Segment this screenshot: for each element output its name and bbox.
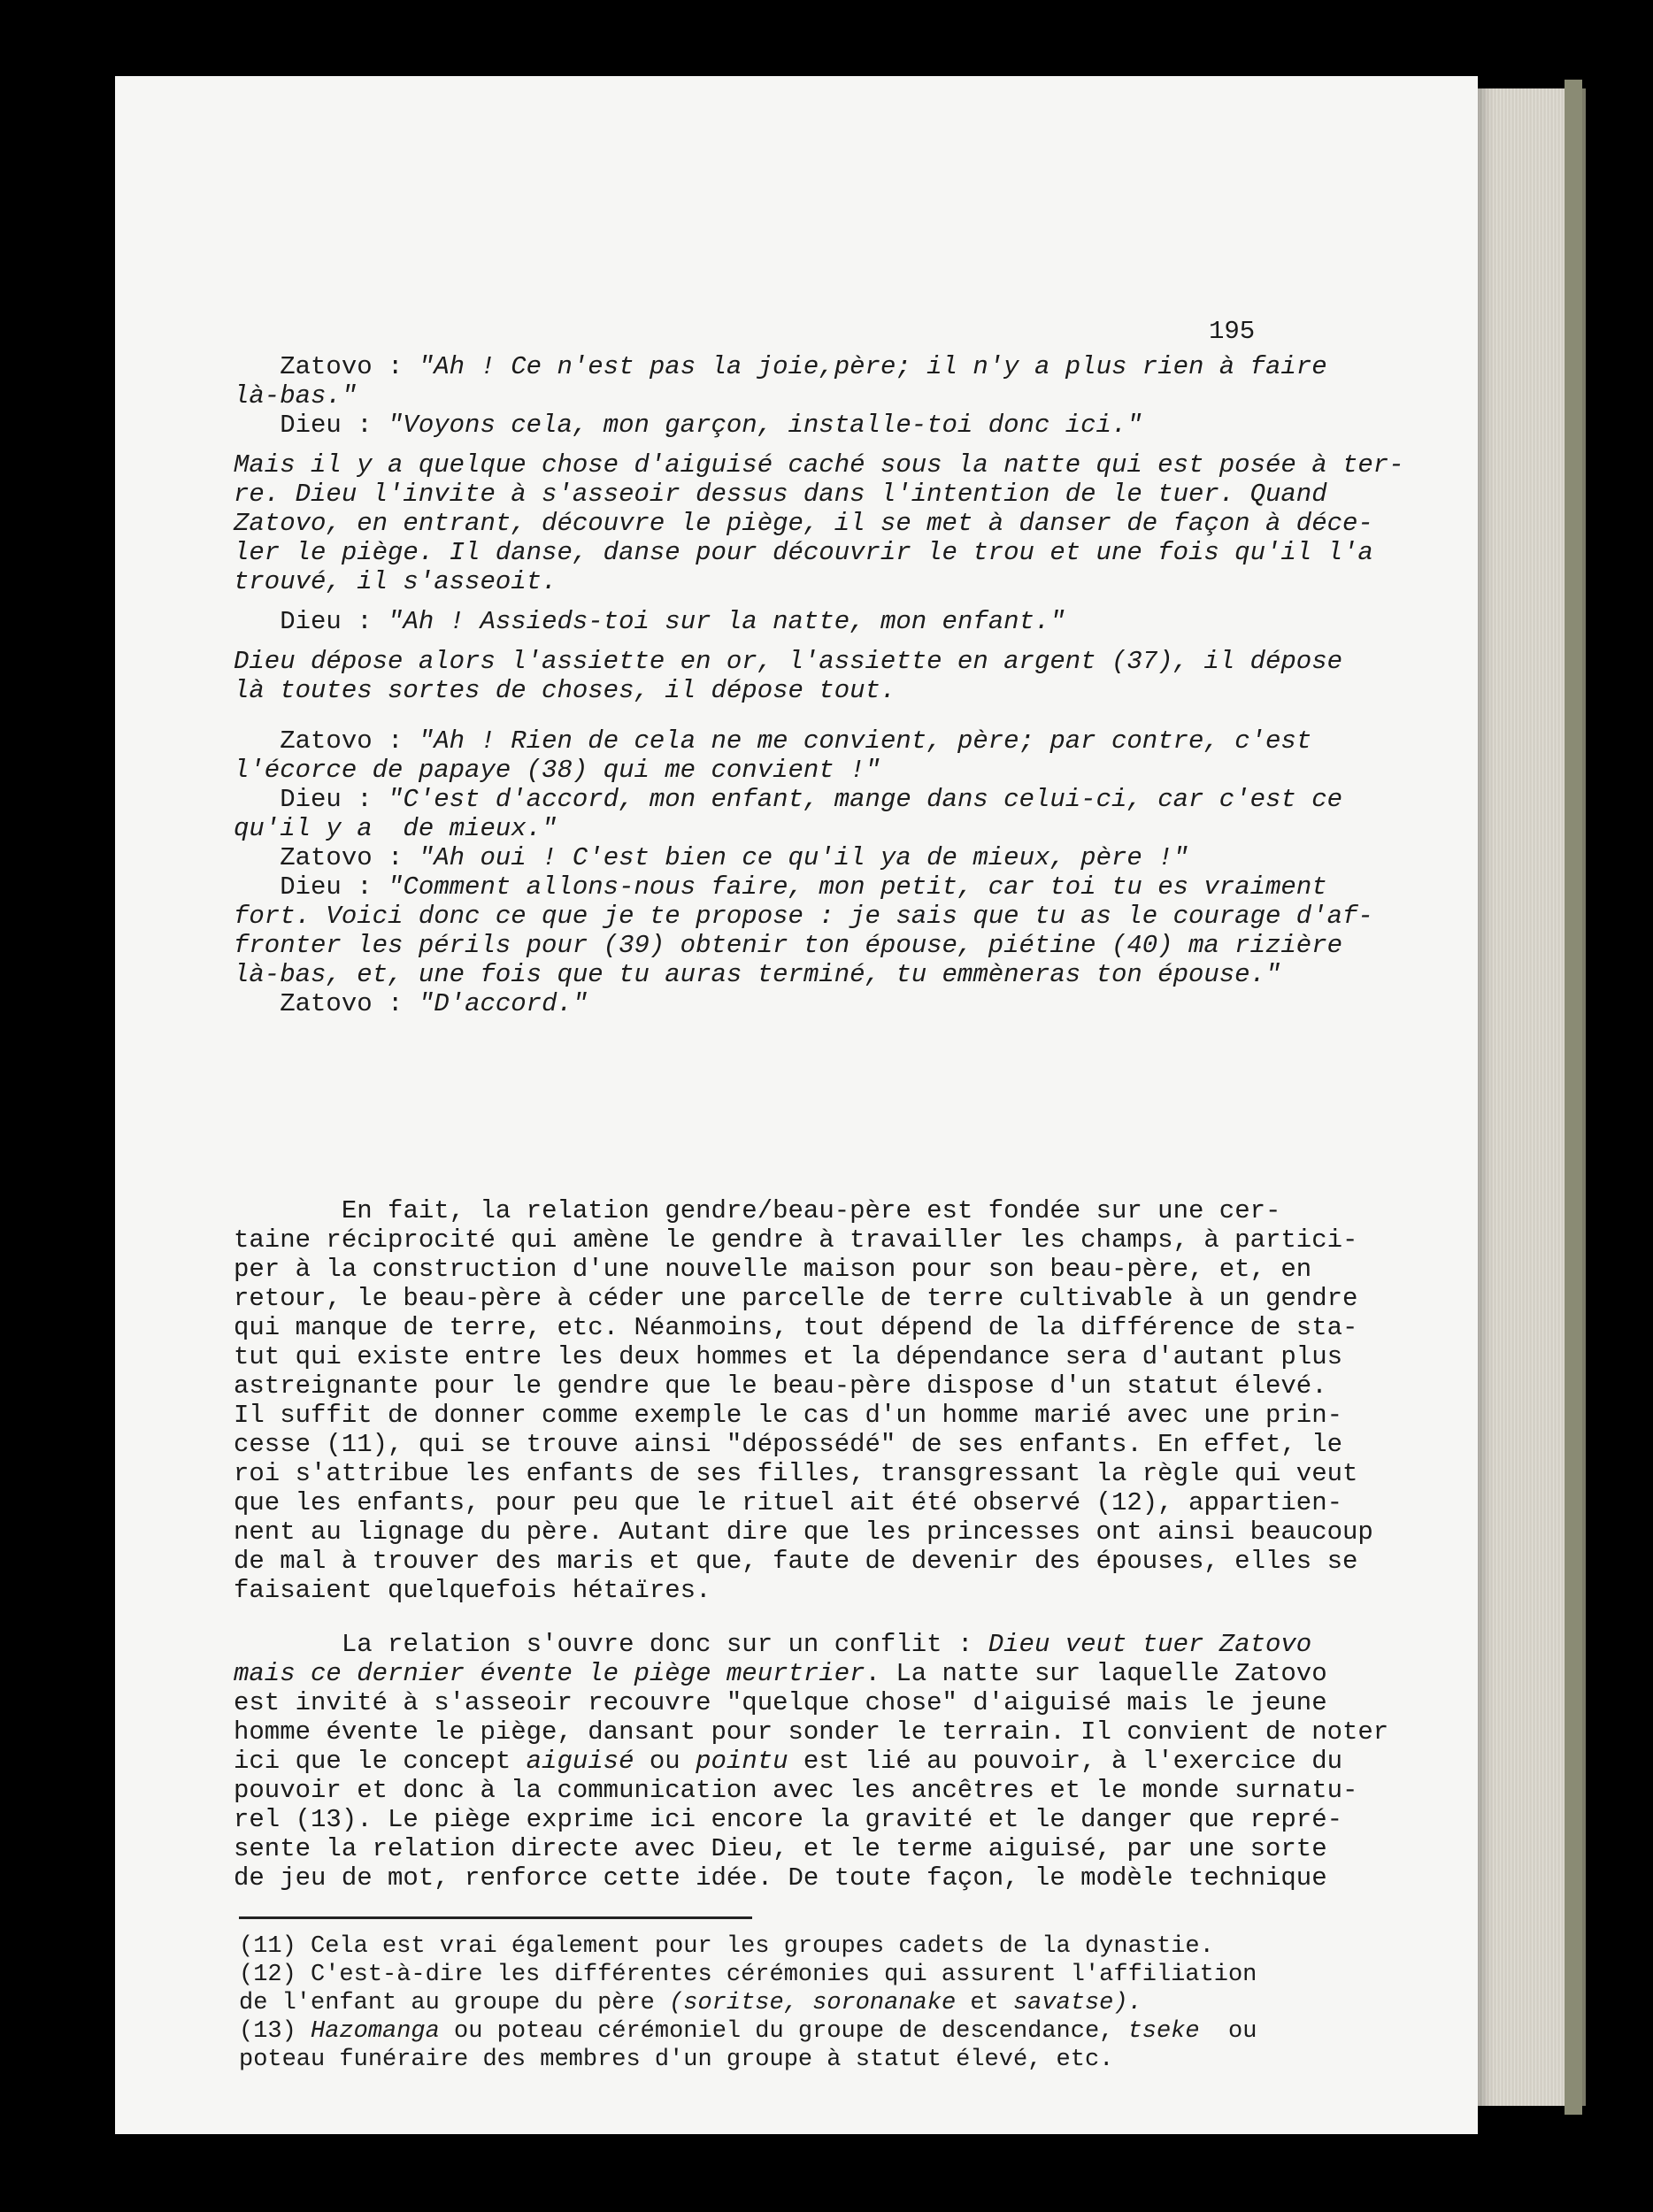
paragraph-line: nent au lignage du père. Autant dire que les princesses ont ainsi beaucoup — [234, 1517, 1373, 1547]
paragraph-line: Il suffit de donner comme exemple le cas d'un homme marié avec une prin- — [234, 1401, 1343, 1430]
dialogue-line: Zatovo : "Ah ! Rien de cela ne me convient, père; par contre, c'est — [280, 726, 1312, 756]
paragraph-line: per à la construction d'une nouvelle maison pour son beau-père, et, en — [234, 1255, 1312, 1284]
footnote-13: (13) Hazomanga ou poteau cérémoniel du groupe de descendance, tseke ou — [239, 2018, 1257, 2045]
dialogue-line: Dieu : "C'est d'accord, mon enfant, mange dans celui-ci, car c'est ce — [280, 785, 1343, 814]
dialogue-line: qu'il y a de mieux." — [234, 814, 557, 843]
dialogue-line: fronter les périls pour (39) obtenir ton épouse, piétine (40) ma rizière — [234, 931, 1343, 960]
page-number: 195 — [1209, 317, 1256, 346]
dialogue-section — [234, 352, 1428, 1018]
book-page — [115, 76, 1478, 2134]
paragraph-line: que les enfants, pour peu que le rituel ait été observé (12), appartien- — [234, 1488, 1343, 1517]
dialogue-line: fort. Voici donc ce que je te propose : je sais que tu as le courage d'af- — [234, 902, 1373, 931]
narration-line: re. Dieu l'invite à s'asseoir dessus dans l'intention de le tuer. Quand — [234, 480, 1327, 509]
paragraph-line: astreignante pour le gendre que le beau-père dispose d'un statut élevé. — [234, 1371, 1327, 1401]
paragraph-line: La relation s'ouvre donc sur un conflit : Dieu veut tuer Zatovo — [341, 1630, 1312, 1659]
dialogue-line: là-bas." — [234, 381, 358, 411]
narration-line: ler le piège. Il danse, danse pour découvrir le trou et une fois qu'il l'a — [234, 538, 1373, 567]
paragraph-line: roi s'attribue les enfants de ses filles, transgressant la règle qui veut — [234, 1459, 1358, 1488]
footnote-13-cont: poteau funéraire des membres d'un groupe à statut élevé, etc. — [239, 2047, 1114, 2073]
paragraph-line: rel (13). Le piège exprime ici encore la gravité et le danger que repré- — [234, 1805, 1343, 1834]
paragraph-line: faisaient quelquefois hétaïres. — [234, 1576, 711, 1605]
narration-line: là toutes sortes de choses, il dépose tout. — [234, 676, 896, 705]
dialogue-line: Dieu : "Ah ! Assieds-toi sur la natte, mon enfant." — [280, 607, 1065, 636]
footnote-11: (11) Cela est vrai également pour les groupes cadets de la dynastie. — [239, 1933, 1214, 1960]
narration-line: trouvé, il s'asseoit. — [234, 567, 557, 596]
paragraph-2 — [234, 1630, 1428, 1893]
paragraph-line: ici que le concept aiguisé ou pointu est lié au pouvoir, à l'exercice du — [234, 1747, 1343, 1776]
dialogue-line: Dieu : "Voyons cela, mon garçon, installe-toi donc ici." — [234, 411, 1142, 440]
dialogue-line: l'écorce de papaye (38) qui me convient !" — [234, 756, 880, 785]
paragraph-line: homme évente le piège, dansant pour sonder le terrain. Il convient de noter — [234, 1717, 1389, 1747]
dialogue-line: là-bas, et, une fois que tu auras terminé, tu emmèneras ton épouse." — [234, 960, 1281, 989]
narration-line: Dieu dépose alors l'assiette en or, l'assiette en argent (37), il dépose — [234, 647, 1343, 676]
dialogue-line: Dieu : "Comment allons-nous faire, mon petit, car toi tu es vraiment — [280, 872, 1327, 902]
narration-line: Zatovo, en entrant, découvre le piège, il se met à danser de façon à déce- — [234, 509, 1373, 538]
dialogue-line: Zatovo : "D'accord." — [280, 989, 588, 1018]
paragraph-line: taine réciprocité qui amène le gendre à travailler les champs, à partici- — [234, 1225, 1358, 1255]
dialogue-line: Zatovo : "Ah ! Ce n'est pas la joie,père; il n'y a plus rien à faire — [280, 352, 1327, 381]
paragraph-line: retour, le beau-père à céder une parcelle de terre cultivable à un gendre — [234, 1284, 1358, 1313]
paragraph-line: de mal à trouver des maris et que, faute de devenir des épouses, elles se — [234, 1547, 1358, 1576]
paragraph-line: En fait, la relation gendre/beau-père est fondée sur une cer- — [341, 1196, 1281, 1225]
paragraph-1 — [234, 1196, 1428, 1605]
narration-line: Mais il y a quelque chose d'aiguisé caché sous la natte qui est posée à ter- — [234, 450, 1404, 480]
paragraph-line: qui manque de terre, etc. Néanmoins, tout dépend de la différence de sta- — [234, 1313, 1358, 1342]
paragraph-line: cesse (11), qui se trouve ainsi "dépossédé" de ses enfants. En effet, le — [234, 1430, 1343, 1459]
footnote-12-cont: de l'enfant au groupe du père (soritse, soronanake et savatse). — [239, 1990, 1142, 2016]
footnotes — [239, 1932, 1345, 2074]
footnote-separator — [239, 1916, 752, 1919]
dialogue-line: Zatovo : "Ah oui ! C'est bien ce qu'il ya de mieux, père !" — [280, 843, 1189, 872]
paragraph-line: pouvoir et donc à la communication avec les ancêtres et le monde surnatu- — [234, 1776, 1358, 1805]
footnote-12: (12) C'est-à-dire les différentes cérémonies qui assurent l'affiliation — [239, 1962, 1257, 1988]
paragraph-line: mais ce dernier évente le piège meurtrier. La natte sur laquelle Zatovo — [234, 1659, 1327, 1688]
paragraph-line: tut qui existe entre les deux hommes et la dépendance sera d'autant plus — [234, 1342, 1343, 1371]
paragraph-line: est invité à s'asseoir recouvre "quelque chose" d'aiguisé mais le jeune — [234, 1688, 1327, 1717]
book-cover-edge — [1565, 80, 1582, 2115]
paragraph-line: sente la relation directe avec Dieu, et le terme aiguisé, par une sorte — [234, 1834, 1327, 1863]
paragraph-line: de jeu de mot, renforce cette idée. De toute façon, le modèle technique — [234, 1863, 1327, 1893]
